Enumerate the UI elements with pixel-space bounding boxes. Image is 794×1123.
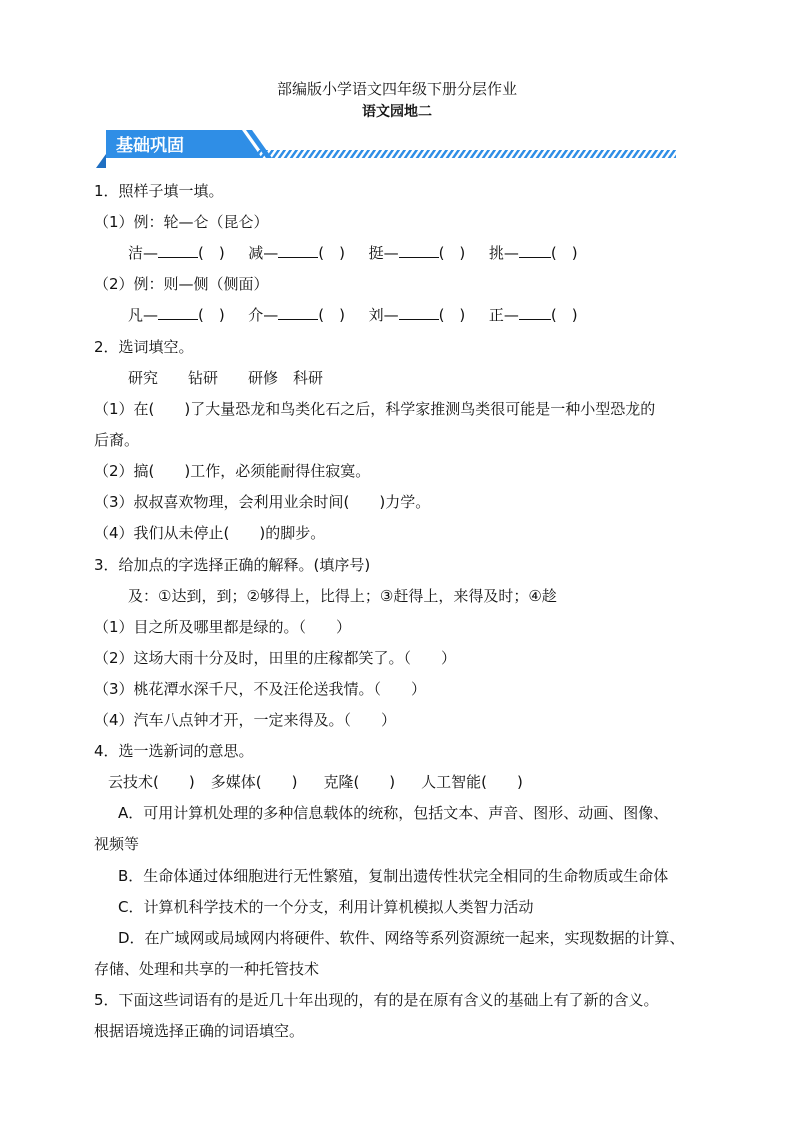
- q3-sentence-3: （3）桃花潭水深千尺，不及汪伦送我情。（ ）: [94, 680, 427, 698]
- q1-p2-item: 正—: [488, 306, 519, 324]
- q5-line-2: 根据语境选择正确的词语填空。: [94, 1022, 305, 1040]
- q4-title: 4．选一选新词的意思。: [94, 742, 254, 760]
- q1-part2-row: 凡— ( ) 介— ( ) 刘— ( ) 正— ( ): [128, 306, 578, 324]
- q1-p2-item: 刘—: [368, 306, 399, 324]
- q2-word-bank: [128, 368, 323, 388]
- q1-p1-item: 挑—: [488, 244, 519, 262]
- page-title: 部编版小学语文四年级下册分层作业: [276, 80, 517, 98]
- q2-word: 钻研: [188, 369, 219, 387]
- q2-word: 研修: [248, 369, 279, 387]
- q2-sentence-1: （1）在( )了大量恐龙和鸟类化石之后，科学家推测鸟类很可能是一种小型恐龙的: [94, 400, 656, 418]
- q2-sentence-2: （2）搞( )工作，必须能耐得住寂寞。: [94, 462, 371, 480]
- q4-term: 云技术( ): [108, 773, 195, 791]
- q2-sentence-3: （3）叔叔喜欢物理，会利用业余时间( )力学。: [94, 493, 431, 511]
- q1-part1-row: 洁— ( ) 减— ( ) 挺— ( ) 挑— ( ): [128, 244, 578, 262]
- section-banner: [96, 126, 686, 168]
- q3-definitions: 及：①达到，到；②够得上，比得上；③赶得上，来得及时；④趁: [128, 587, 557, 605]
- page-subtitle: 语文园地二: [362, 104, 432, 120]
- q3-sentence-4: （4）汽车八点钟才开，一定来得及。（ ）: [94, 711, 397, 729]
- q4-option-a: A．可用计算机处理的多种信息载体的统称，包括文本、声音、图形、动画、图像、: [118, 804, 669, 822]
- q4-option-d-cont: 存储、处理和共享的一种托管技术: [94, 960, 320, 978]
- q1-p1-item: 减—: [248, 244, 279, 262]
- q1-part2: （2）例：则—侧（侧面）: [94, 275, 269, 293]
- q2-sentence-4: （4）我们从未停止( )的脚步。: [94, 524, 326, 542]
- q2-word: 科研: [293, 369, 324, 387]
- q4-term: 多媒体( ): [210, 773, 298, 791]
- q4-option-b: B．生命体通过体细胞进行无性繁殖，复制出遗传性状完全相同的生命物质或生命体: [118, 867, 669, 885]
- q2-title: 2．选词填空。: [94, 338, 194, 356]
- q4-option-d: D．在广域网或局域网内将硬件、软件、网络等系列资源统一起来，实现数据的计算、: [118, 929, 685, 947]
- q2-sentence-1-cont: 后裔。: [94, 431, 140, 449]
- q1-p2-item: 凡—: [128, 306, 159, 324]
- q1-p1-item: 挺—: [368, 244, 399, 262]
- q1-p2-item: 介—: [248, 306, 279, 324]
- q4-term: 克隆( ): [323, 773, 396, 791]
- q4-option-a-cont: 视频等: [94, 835, 140, 853]
- q1-part1: （1）例：轮—仑（昆仑）: [94, 213, 269, 231]
- q3-sentence-1: （1）目之所及哪里都是绿的。（ ）: [94, 618, 352, 636]
- q3-title: 3．给加点的字选择正确的解释。(填序号): [94, 556, 371, 574]
- q4-term: 人工智能( ): [421, 773, 523, 791]
- q2-word: 研究: [128, 369, 159, 387]
- q4-option-c: C．计算机科学技术的一个分支，利用计算机模拟人类智力活动: [118, 898, 534, 916]
- q1-title: 1．照样子填一填。: [94, 182, 224, 200]
- q5-line-1: 5．下面这些词语有的是近几十年出现的，有的是在原有含义的基础上有了新的含义。: [94, 991, 659, 1009]
- q3-sentence-2: （2）这场大雨十分及时，田里的庄稼都笑了。（ ）: [94, 649, 457, 667]
- q1-p1-item: 洁—: [128, 244, 159, 262]
- section-banner-text: 基础巩固: [116, 136, 184, 156]
- q4-terms: [108, 772, 523, 792]
